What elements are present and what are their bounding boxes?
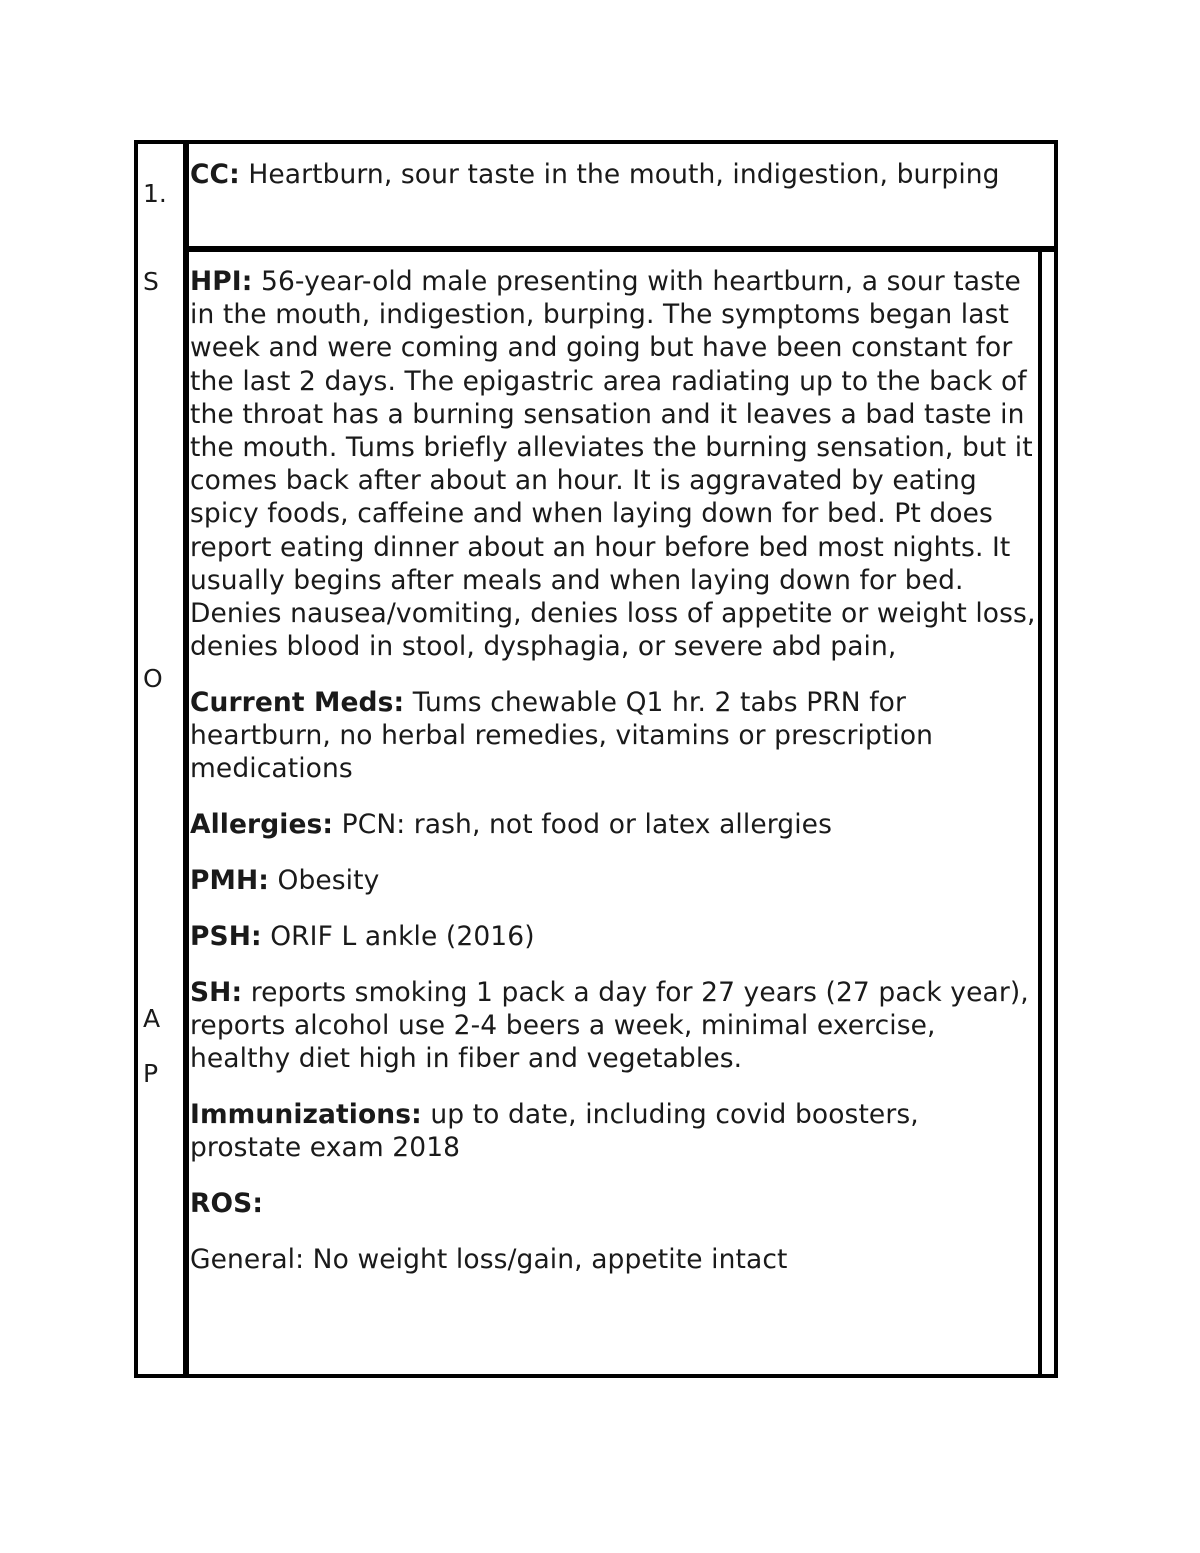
immunizations-text: up to date, including covid boosters, prostate exam 2018 xyxy=(190,1098,919,1164)
allergies-label: Allergies: xyxy=(190,809,334,841)
ros-general-paragraph xyxy=(190,1243,1036,1276)
ros-paragraph xyxy=(190,1187,1036,1220)
psh-text: ORIF L ankle (2016) xyxy=(261,920,535,952)
column-divider xyxy=(183,140,189,1378)
allergies-paragraph xyxy=(190,808,1036,841)
chief-complaint-cell xyxy=(190,158,1040,191)
hpi-paragraph xyxy=(190,265,1036,663)
ros-label: ROS: xyxy=(190,1187,264,1219)
current-meds-label: Current Meds: xyxy=(190,687,405,719)
soap-letter-p: P xyxy=(143,1059,159,1088)
immunizations-paragraph xyxy=(190,1098,1036,1164)
hpi-text: 56-year-old male presenting with heartburn, a sour taste in the mouth, indigestion, burping. The symptoms began last week and were coming and going but have been constant for the last 2 days. The epigastric area radiating up to the back of the throat has a burning sensation and it leaves a bad taste in the mouth. Tums briefly alleviates the burning sensation, but it comes back after about an hour. It is aggravated by eating spicy foods, caffeine and when laying down for bed. Pt does report eating dinner about an hour before bed most nights. It usually begins after meals and when laying down for bed. Denies nausea/vomiting, denies loss of appetite or weight loss, denies blood in stool, dysphagia, or severe abd pain, xyxy=(190,266,1036,663)
sh-label: SH: xyxy=(190,976,243,1008)
row-divider xyxy=(183,246,1058,252)
pmh-text: Obesity xyxy=(268,865,380,897)
subjective-cell xyxy=(190,265,1036,1298)
current-meds-paragraph xyxy=(190,686,1036,786)
soap-letter-o: O xyxy=(143,664,163,693)
table-border-left xyxy=(134,140,138,1378)
hpi-label: HPI: xyxy=(190,266,253,297)
soap-letter-s: S xyxy=(143,267,159,296)
current-meds-text: Tums chewable Q1 hr. 2 tabs PRN for heartburn, no herbal remedies, vitamins or prescription medications xyxy=(190,687,934,785)
allergies-text: PCN: rash, not food or latex allergies xyxy=(333,809,832,841)
table-border-top xyxy=(134,140,1058,144)
cc-text: Heartburn, sour taste in the mouth, indigestion, burping xyxy=(239,159,1000,190)
inner-cell-border-right xyxy=(1038,252,1042,1376)
pmh-paragraph xyxy=(190,864,1036,897)
table-border-bottom xyxy=(134,1374,1058,1378)
psh-label: PSH: xyxy=(190,920,262,952)
soap-letter-a: A xyxy=(143,1004,161,1033)
psh-paragraph xyxy=(190,920,1036,953)
sh-text: reports smoking 1 pack a day for 27 years (27 pack year), reports alcohol use 2-4 beers a week, minimal exercise, healthy diet high in fiber and vegetables. xyxy=(190,976,1029,1075)
ros-general-text: General: No weight loss/gain, appetite intact xyxy=(190,1243,788,1275)
table-border-right xyxy=(1054,140,1058,1378)
sh-paragraph xyxy=(190,976,1036,1076)
immunizations-label: Immunizations: xyxy=(190,1098,422,1130)
pmh-label: PMH: xyxy=(190,865,269,897)
row-number-label: 1. xyxy=(143,179,167,208)
cc-label: CC: xyxy=(190,159,240,190)
